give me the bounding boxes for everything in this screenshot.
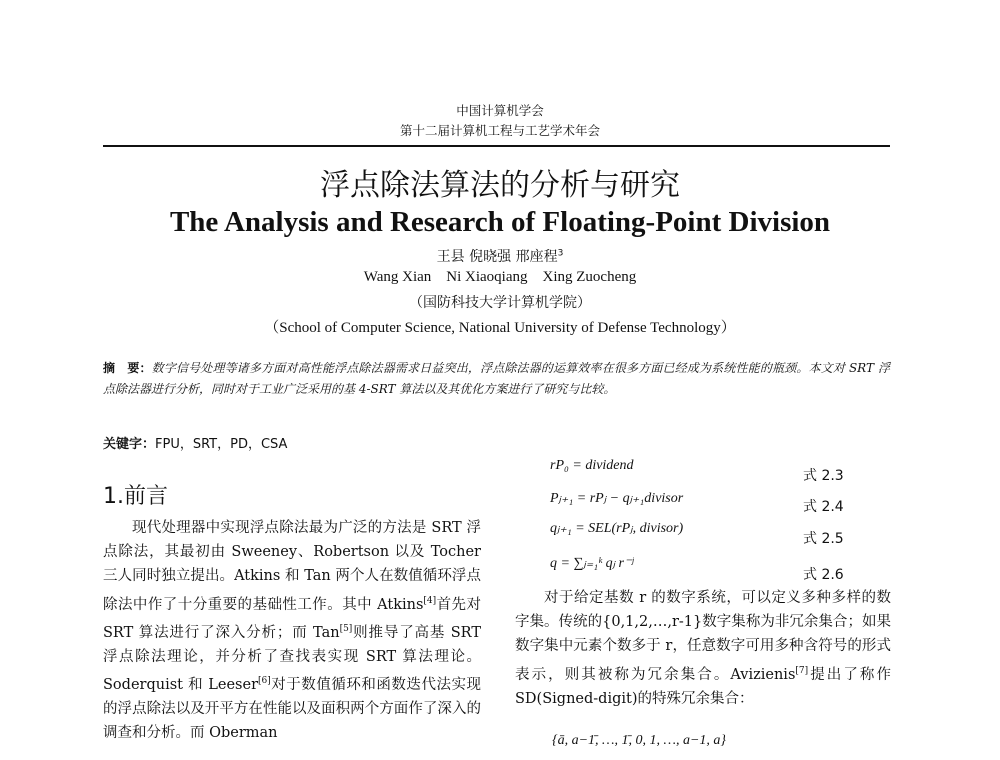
abstract [103, 358, 890, 400]
equation-number: 式 2.6 [803, 567, 844, 583]
authors-chinese [0, 246, 1000, 266]
intro-text-c: 则推导了高基 SRT 浮点除法理论，并分析了查找表实现 SRT 算法理论。Soderquist 和 Leeser [103, 624, 481, 693]
digit-set-text-a: 对于给定基数 r 的数字系统，可以定义多种多样的数字集。传统的{0,1,2,…,r-1}数字集称为非冗余集合；如果数字集中元素个数多于 r，任意数字可用多种含符号的形式表示，则其被称为冗余集合。Avizienis [515, 590, 891, 683]
equation-number: 式 2.5 [803, 531, 844, 547]
digit-set-text [515, 586, 891, 711]
conference-name: 第十二届计算机工程与工艺学术年会 [399, 123, 600, 138]
section-title: 1.前言 [103, 484, 168, 509]
intro-text-d: 对于数值循环和函数迭代法实现的浮点除法以及开平方在性能以及面积两个方面作了深入的调查和分析。而 Oberman [103, 676, 481, 742]
abstract-text: 数字信号处理等诸多方面对高性能浮点除法器需求日益突出，浮点除法器的运算效率在很多方面已经成为系统性能的瓶颈。本文对 SRT 浮点除法器进行分析，同时对于工业广泛采用的基 4-SRT 算法以及其优化方案进行了研究与比较。 [103, 361, 890, 396]
affiliation-english: （School of Computer Science, National University of Defense Technology） [264, 320, 736, 336]
equation-2-3: rP₀ = dividend [550, 458, 634, 473]
title-chinese: 浮点除法算法的分析与研究 [320, 168, 680, 203]
signed-digit-set: {ā, a−1̄, …, 1̄, 0, 1, …, a−1, a} [552, 733, 726, 748]
keywords-label: 关键字： [103, 437, 156, 452]
abstract-label: 摘 要： [103, 361, 152, 375]
page-cutoff [0, 752, 1000, 760]
intro-text-a: 现代处理器中实现浮点除法最为广泛的方法是 SRT 浮点除法，其最初由 Sweeney、Robertson 以及 Tocher 三人同时独立提出。Atkins 和 Tan 两个人在数值循环浮点除法中作了十分重要的基础性工作。其中 Atkins [103, 520, 481, 613]
equation-2-5: qⱼ₊₁ = SEL(rPⱼ, divisor) [550, 521, 684, 536]
intro-body [103, 516, 481, 745]
equation-2-6: q = ∑ⱼ₌₁ᵏ qⱼ r⁻ʲ [550, 556, 634, 571]
title-english: The Analysis and Research of Floating-Point Division [169, 206, 831, 238]
authors-footnote-mark: 3 [557, 248, 564, 259]
equation-number: 式 2.3 [803, 468, 844, 484]
intro-text-b: 首先对 SRT 算法进行了深入分析；而 Tan [103, 596, 482, 641]
equation-2-4: Pⱼ₊₁ = rPⱼ − qⱼ₊₁divisor [550, 491, 684, 506]
keywords [103, 433, 287, 452]
authors-english: Wang Xian Ni Xiaoqiang Xing Zuocheng [363, 269, 637, 285]
affiliation-chinese: （国防科技大学计算机学院） [409, 295, 591, 311]
digit-set-paragraph [515, 586, 891, 711]
authors-chinese-names: 王县 倪晓强 邢座程 [436, 249, 558, 265]
citation-ref: [4] [423, 595, 437, 606]
intro-paragraph [103, 516, 481, 745]
keywords-text: FPU，SRT，PD，CSA [155, 437, 288, 452]
citation-ref: [5] [339, 623, 353, 634]
equation-number: 式 2.4 [803, 499, 844, 515]
header-rule [103, 145, 890, 147]
citation-ref: [7] [795, 665, 809, 676]
digit-set-text-b: 提出了称作 SD(Signed-digit)的特殊冗余集合： [515, 666, 891, 707]
conference-org: 中国计算机学会 [456, 103, 544, 118]
citation-ref: [6] [258, 675, 271, 686]
